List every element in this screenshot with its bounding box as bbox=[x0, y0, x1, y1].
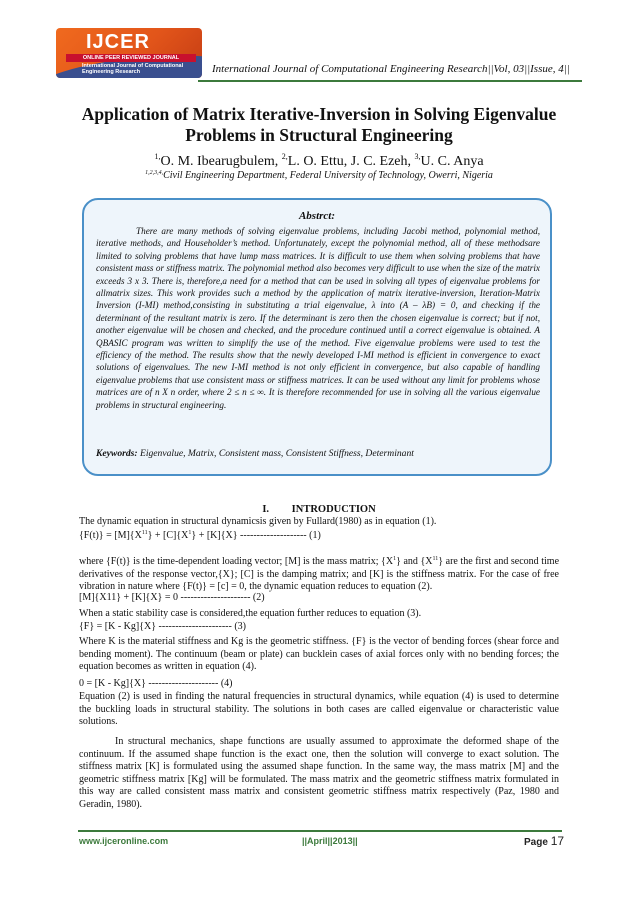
paragraph-2 bbox=[79, 553, 559, 594]
equation-4: 0 = [K - Kg]{X} --------------------- (4) bbox=[79, 678, 233, 689]
p2-sup-b: 11 bbox=[432, 556, 439, 562]
author-2: L. O. Ettu, J. C. Ezeh, bbox=[287, 154, 415, 169]
paper-title bbox=[60, 104, 578, 146]
p2-part-a: where {F(t)} is the time-dependent loading vector; [M] is the mass matrix; {X bbox=[79, 556, 394, 567]
logo-tagline: ONLINE PEER REVIEWED JOURNAL bbox=[66, 54, 196, 62]
author-3-sup: 3, bbox=[414, 152, 421, 161]
p2-part-b: } and {X bbox=[396, 556, 433, 567]
journal-logo bbox=[56, 28, 202, 78]
author-2-sup: 2, bbox=[281, 152, 288, 161]
paragraph-3: When a static stability case is considered,the equation further reduces to equation (3). bbox=[79, 608, 422, 619]
logo-word: IJCER bbox=[86, 31, 150, 53]
eq1-part-c: } + [K]{X} -------------------- (1) bbox=[191, 530, 321, 541]
paper-title-line-1: Application of Matrix Iterative-Inversion in Solving Eigenvalue bbox=[81, 104, 557, 124]
keywords-label: Keywords: bbox=[96, 448, 138, 459]
affiliation-sup: 1,2,3,4, bbox=[145, 170, 164, 176]
keywords bbox=[96, 448, 540, 459]
keywords-list: Eigenvalue, Matrix, Consistent mass, Consistent Stiffness, Determinant bbox=[137, 448, 414, 459]
logo-subtitle-line-2: Engineering Research bbox=[82, 69, 141, 75]
footer-website-link[interactable]: www.ijceronline.com bbox=[79, 836, 169, 846]
eq1-sup-b: 1 bbox=[188, 530, 192, 536]
footer-date: ||April||2013|| bbox=[302, 836, 358, 846]
paper-title-line-2: Problems in Structural Engineering bbox=[185, 125, 453, 145]
logo-subtitle-line-1: International Journal of Computational bbox=[82, 63, 184, 69]
author-1: O. M. Ibearugbulem, bbox=[160, 154, 282, 169]
section-heading: I. INTRODUCTION bbox=[262, 504, 376, 515]
page-label: Page bbox=[524, 837, 551, 848]
footer-page-number bbox=[524, 834, 564, 848]
author-1-sup: 1, bbox=[154, 152, 161, 161]
p2-part-c: } are the first and second time derivatives of the response vector,{X}; [C] is the damping matrix; and [K] is the stiffness matrix. For the case of free vibration in nature where {F(t)} = [c] = 0, the dynamic equation reduces to equation (2). bbox=[79, 556, 560, 593]
header-rule bbox=[198, 80, 582, 82]
logo-subtitle bbox=[82, 63, 183, 75]
paper-affiliation bbox=[60, 170, 578, 181]
paper-authors bbox=[60, 152, 578, 170]
paragraph-5: Equation (2) is used in finding the natural frequencies in structural dynamics, while equation (4) is used to determine the buckling loads in structural stability. The solutions in both cases are called eigenvalue or characteristic value solutions. bbox=[79, 691, 559, 728]
paragraph-4: Where K is the material stiffness and Kg is the geometric stiffness. {F} is the vector of bending forces (shear force and bending moment). The continuum (beam or plate) can bucklein cases of axial forces only with no bending forces; the equation becomes as written in equation (4). bbox=[79, 636, 559, 673]
p2-sup-a: 1 bbox=[393, 556, 397, 562]
affiliation-text: Civil Engineering Department, Federal University of Technology, Owerri, Nigeria bbox=[163, 170, 493, 181]
equation-1 bbox=[79, 530, 321, 541]
paragraph-1: The dynamic equation in structural dynamicsis given by Fullard(1980) as in equation (1). bbox=[79, 516, 437, 527]
eq1-part-b: } + [C]{X bbox=[147, 530, 189, 541]
footer-rule bbox=[78, 830, 562, 832]
equation-3: {F} = [K - Kg]{X} ---------------------- (3) bbox=[79, 621, 246, 632]
logo-badge bbox=[56, 28, 202, 78]
journal-header-line: International Journal of Computational Engineering Research||Vol, 03||Issue, 4|| bbox=[212, 63, 570, 75]
author-3: U. C. Anya bbox=[420, 154, 484, 169]
eq1-sup-a: 11 bbox=[141, 530, 148, 536]
eq1-part-a: {F(t)} = [M]{X bbox=[79, 530, 142, 541]
page-number: 17 bbox=[550, 834, 565, 848]
paragraph-6: In structural mechanics, shape functions are usually assumed to approximate the deformed shape of the continuum. If the assumed shape function is the exact one, then the solution will converge to exact solution. The stiffness matrix [K] is formulated using the assumed shape function. In the same way, the mass matrix [M] and the geometric stiffness matrix [Kg] will be formulated. The mass matrix and the geometric stiffness matrix formulated in this way are called consistent mass matrix and consistent geometric stiffness matrix respectively (Paz, 1980 and Geradin, 1980). bbox=[79, 736, 559, 810]
abstract-box bbox=[82, 198, 552, 476]
equation-2: [M]{X11} + [K]{X} = 0 --------------------- (2) bbox=[79, 592, 265, 603]
abstract-heading: Abstrct: bbox=[298, 210, 336, 222]
abstract-text: There are many methods of solving eigenvalue problems, including Jacobi method, polynomial method, iterative methods, and Householder’s method. Unfortunately, except the polynomial method, all of these methodsare limited to solving problems that have lump mass matrices. It is difficult to use them when solving problems that have consistent mass or stiffness matrix. The polynomial method also becomes very difficult to use when the size of the matrix exceeds 3 x 3. There is, therefore,a need for a method that can be used in solving all types of eigenvalue problems for allmatrix sizes. This work provides such a method by the application of matrix iterative-inversion, Iteration-Matrix Inversion (I-MI) method,consisting in substituting a trial eigenvalue, λ into (A – λB) = 0, and checking if the determinant of the resultant matrix is zero. If the determinant is zero then the chosen eigenvalue is correct; but if not, another eigenvalue will be chosen and checked, and the procedure continued until a correct eigenvalue is obtained. A QBASIC program was written to simplify the use of the method. Five eigenvalue problems were used to test the efficiency of the method. The results show that the newly developed I-MI method is efficient in convergence to exact solutions of eigenvalues. The new I-MI method is not only efficient in convergence, but also capable of handling eigenvalue problems that use consistent mass or stiffness matrices. It can be used without any limit for problems whose matrices are of n X n order, where 2 ≤ n ≤ ∞. It is therefore recommended for use in solving all the various eigenvalue problems in structural engineering. bbox=[96, 226, 540, 410]
